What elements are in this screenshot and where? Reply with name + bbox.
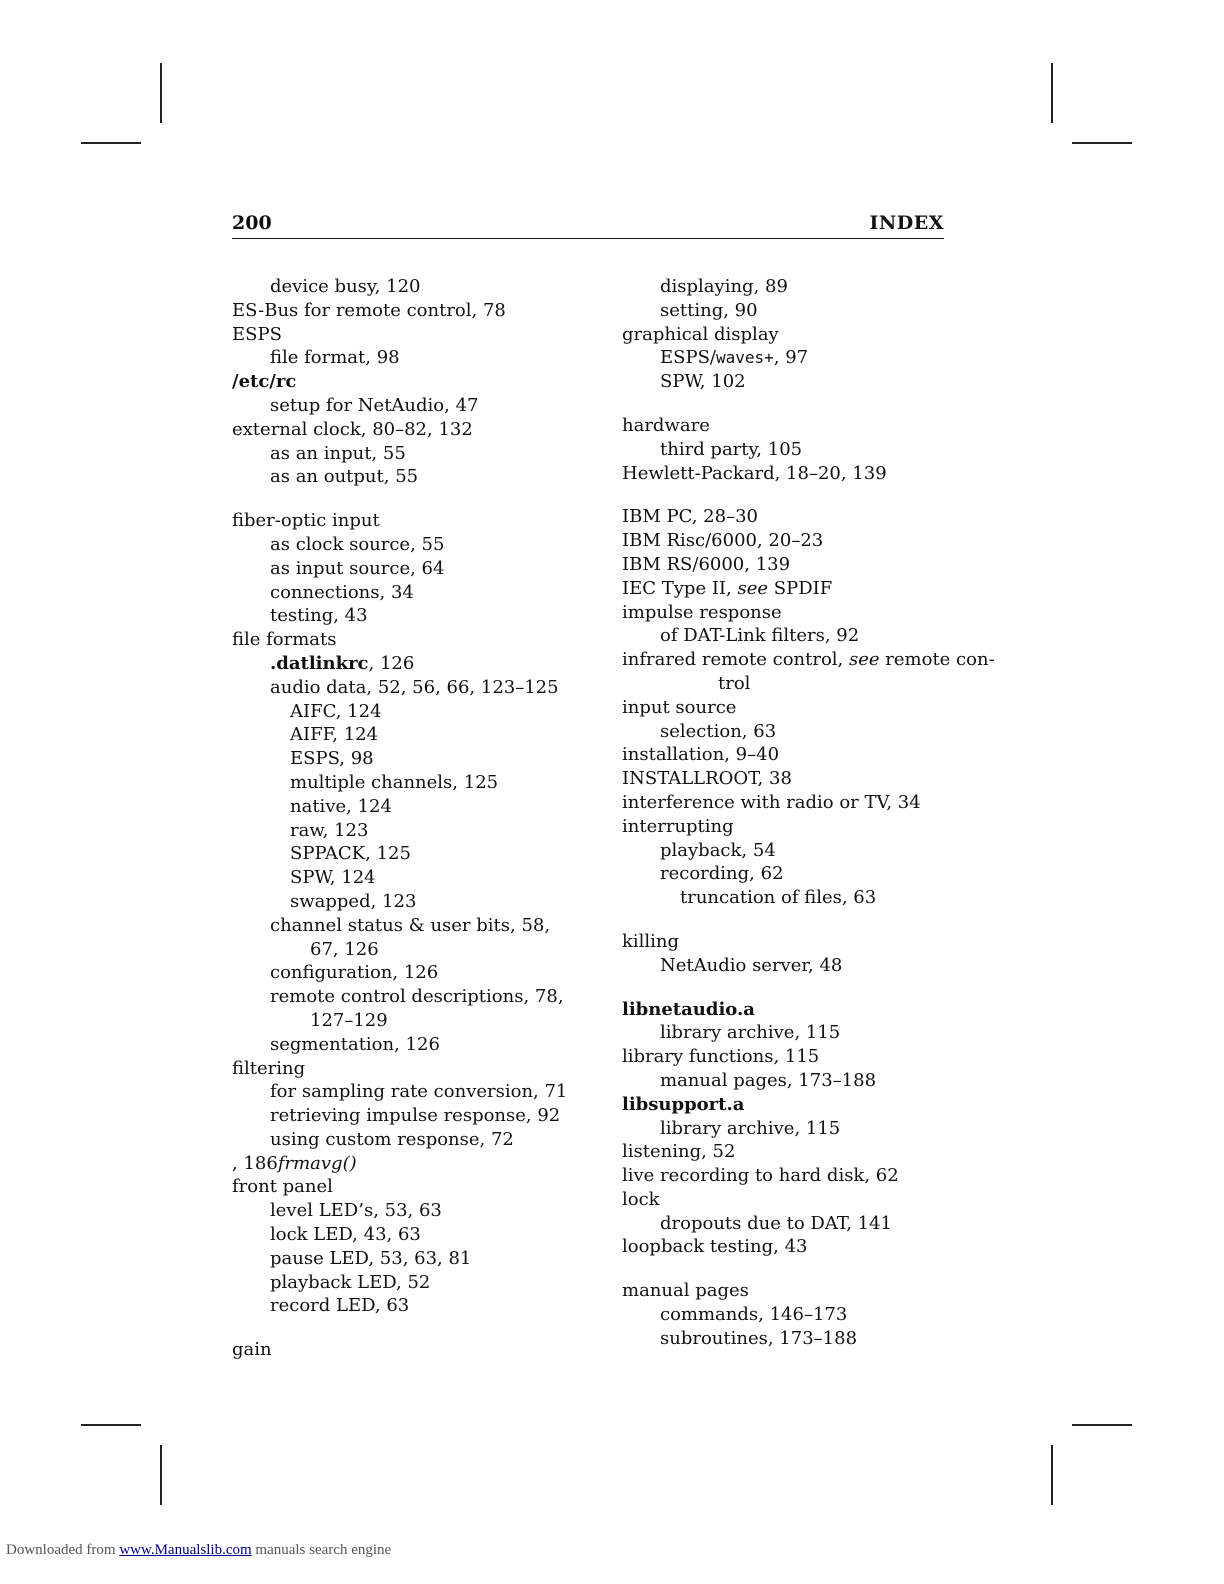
index-term-bold: .datlinkrc: [270, 652, 369, 674]
index-subentry: [232, 961, 562, 985]
index-text: multiple channels, 125: [290, 771, 499, 793]
index-text: remote control descriptions, 78,: [270, 986, 564, 1008]
index-group-gap: [622, 1259, 967, 1279]
index-text: file format, 98: [270, 347, 400, 369]
crop-mark: [1051, 1445, 1053, 1505]
index-entry: [622, 767, 967, 791]
index-text: IEC Type II,: [622, 577, 738, 599]
index-entry: [622, 1093, 967, 1117]
index-text: library archive, 115: [660, 1117, 841, 1139]
index-text: as an output, 55: [270, 466, 419, 488]
index-text: impulse response: [622, 601, 782, 623]
index-text: record LED, 63: [270, 1295, 410, 1317]
index-entry: [622, 1164, 967, 1188]
index-text: 67, 126: [310, 938, 379, 960]
index-text: selection, 63: [660, 720, 777, 742]
index-subentry: [622, 954, 967, 978]
index-text: , 186: [232, 1152, 278, 1174]
index-subentry: [232, 914, 562, 938]
index-text: level LED’s, 53, 63: [270, 1200, 442, 1222]
index-text: AIFF, 124: [290, 724, 379, 746]
index-entry: [622, 791, 967, 815]
index-text: of DAT-Link filters, 92: [660, 625, 860, 647]
index-column-right: [622, 275, 995, 1351]
index-text: device busy, 120: [270, 276, 421, 297]
download-footer: [6, 1542, 391, 1559]
index-subentry: [232, 1199, 562, 1223]
crop-mark: [81, 142, 141, 144]
index-text: connections, 34: [270, 581, 414, 603]
page-title: INDEX: [869, 212, 944, 234]
index-text: SPW, 124: [290, 867, 376, 889]
index-text: manual pages, 173–188: [660, 1069, 877, 1091]
index-term-italic: see: [737, 577, 769, 599]
index-text: setup for NetAudio, 47: [270, 394, 479, 416]
index-text: truncation of files, 63: [680, 887, 877, 909]
index-subentry: [622, 624, 967, 648]
index-subentry: [232, 533, 562, 557]
index-term-mono: waves+: [715, 348, 774, 368]
index-entry: [232, 1152, 562, 1176]
crop-mark: [1051, 63, 1053, 123]
index-group-gap: [232, 489, 562, 509]
index-subentry: [232, 938, 562, 962]
index-text: IBM RS/6000, 139: [622, 553, 791, 575]
index-entry: [622, 553, 967, 577]
index-entry: [622, 505, 967, 529]
crop-mark: [81, 1424, 141, 1426]
index-text: file formats: [232, 629, 337, 651]
index-text: third party, 105: [660, 438, 803, 460]
index-subentry: [232, 1009, 562, 1033]
index-entry: [622, 414, 967, 438]
index-subentry: [622, 370, 967, 394]
index-entry: [622, 1188, 967, 1212]
index-text: playback LED, 52: [270, 1271, 431, 1293]
index-entry: [622, 1140, 967, 1164]
crop-mark: [160, 1445, 162, 1505]
index-text: ESPS: [232, 323, 282, 345]
index-text: channel status & user bits, 58,: [270, 914, 551, 936]
index-subentry: [622, 1021, 967, 1045]
index-subentry: [232, 442, 562, 466]
index-entry: [232, 1057, 562, 1081]
index-subentry: [232, 771, 562, 795]
index-subentry: [232, 581, 562, 605]
index-subentry: [232, 842, 562, 866]
index-entry: [622, 577, 967, 601]
index-text: raw, 123: [290, 819, 369, 841]
index-subentry: [622, 1327, 967, 1351]
index-entry: [232, 1175, 562, 1199]
index-entry: [622, 696, 967, 720]
index-text: listening, 52: [622, 1141, 736, 1163]
index-text: INSTALLROOT, 38: [622, 768, 792, 790]
index-subentry: [622, 862, 967, 886]
index-text: filtering: [232, 1057, 306, 1079]
index-text: manual pages: [622, 1280, 749, 1302]
index-text: interrupting: [622, 815, 734, 837]
index-entry: [622, 529, 967, 553]
index-subentry: [232, 819, 562, 843]
index-text: playback, 54: [660, 839, 776, 861]
index-entry: [622, 930, 967, 954]
index-text: as clock source, 55: [270, 533, 445, 555]
index-text: killing: [622, 930, 680, 952]
index-subentry: [622, 1117, 967, 1141]
index-subentry: [622, 275, 967, 299]
index-text: dropouts due to DAT, 141: [660, 1212, 892, 1234]
index-text: using custom response, 72: [270, 1128, 514, 1150]
index-text: front panel: [232, 1176, 333, 1198]
index-subentry: [232, 985, 562, 1009]
index-entry: [232, 370, 562, 394]
index-text: IBM Risc/6000, 20–23: [622, 530, 824, 552]
index-text: audio data, 52, 56, 66, 123–125: [270, 676, 559, 698]
index-text: trol: [718, 672, 751, 694]
index-group-gap: [622, 910, 967, 930]
crop-mark: [160, 63, 162, 123]
index-entry: [622, 743, 967, 767]
index-subentry: [232, 1128, 562, 1152]
index-group-gap: [622, 394, 967, 414]
index-text: ES-Bus for remote control, 78: [232, 299, 506, 321]
footer-suffix: manuals search engine: [251, 1542, 392, 1558]
index-subentry: [232, 557, 562, 581]
index-subentry: [232, 275, 562, 299]
index-text: AIFC, 124: [290, 700, 382, 722]
index-term-bold: libnetaudio.a: [622, 998, 755, 1020]
index-text: external clock, 80–82, 132: [232, 418, 473, 440]
index-text: , 126: [368, 652, 415, 674]
index-text: as input source, 64: [270, 557, 445, 579]
index-subentry: [622, 299, 967, 323]
index-subentry: [622, 438, 967, 462]
index-text: SPPACK, 125: [290, 843, 411, 865]
index-text: ESPS, 98: [290, 748, 374, 770]
index-entry: [622, 1235, 967, 1259]
index-text: graphical display: [622, 323, 779, 345]
index-text: swapped, 123: [290, 890, 417, 912]
footer-prefix: Downloaded from: [6, 1542, 120, 1558]
index-entry: [622, 1045, 967, 1069]
index-text: 127–129: [310, 1009, 388, 1031]
index-column-left: [232, 275, 568, 1362]
index-text: commands, 146–173: [660, 1304, 848, 1326]
index-subentry: [232, 1247, 562, 1271]
index-subentry: [232, 700, 562, 724]
page-header: [232, 210, 944, 239]
index-term-italic: frmavg(): [277, 1152, 357, 1174]
index-subentry: [232, 465, 562, 489]
index-subentry: [232, 1104, 562, 1128]
index-text: NetAudio server, 48: [660, 954, 843, 976]
index-subentry: [622, 1069, 967, 1093]
index-subentry: [622, 1212, 967, 1236]
index-text: gain: [232, 1339, 272, 1361]
index-subentry: [232, 604, 562, 628]
index-term-italic: see: [849, 649, 880, 671]
index-text-after: , 97: [773, 347, 809, 369]
index-text: installation, 9–40: [622, 744, 780, 766]
index-entry: [622, 998, 967, 1022]
index-text: lock LED, 43, 63: [270, 1224, 421, 1246]
index-text: library archive, 115: [660, 1022, 841, 1044]
index-text: Hewlett-Packard, 18–20, 139: [622, 462, 887, 484]
index-text: input source: [622, 696, 737, 718]
index-entry: [622, 815, 967, 839]
crop-mark: [1072, 1424, 1132, 1426]
index-text: ESPS/: [660, 347, 716, 369]
index-text: displaying, 89: [660, 276, 788, 297]
index-text: configuration, 126: [270, 962, 439, 984]
index-text: as an input, 55: [270, 442, 406, 464]
index-text: hardware: [622, 414, 710, 436]
index-entry: [622, 601, 967, 625]
index-entry: [232, 628, 562, 652]
index-subentry: [622, 672, 967, 696]
index-subentry: [622, 839, 967, 863]
index-entry: [232, 323, 562, 347]
index-subentry: [232, 795, 562, 819]
index-text: segmentation, 126: [270, 1033, 440, 1055]
index-subentry: [622, 1303, 967, 1327]
index-text: testing, 43: [270, 605, 368, 627]
index-text: retrieving impulse response, 92: [270, 1105, 561, 1127]
index-text: subroutines, 173–188: [660, 1327, 858, 1349]
index-entry: [622, 323, 967, 347]
index-entry: [232, 418, 562, 442]
index-subentry: [232, 1223, 562, 1247]
index-text: native, 124: [290, 795, 392, 817]
index-subentry: [232, 394, 562, 418]
index-subentry: [622, 720, 967, 744]
index-text: lock: [622, 1188, 660, 1210]
index-text: SPW, 102: [660, 371, 746, 393]
index-subentry: [232, 747, 562, 771]
index-group-gap: [622, 485, 967, 505]
index-subentry: [232, 866, 562, 890]
index-subentry: [232, 676, 562, 700]
index-subentry: [232, 1033, 562, 1057]
index-subentry: [232, 1271, 562, 1295]
index-text: recording, 62: [660, 863, 784, 885]
index-text-after: remote con-: [879, 649, 995, 671]
index-entry: [622, 462, 967, 486]
index-entry: [232, 1338, 562, 1362]
index-group-gap: [622, 978, 967, 998]
index-entry: [622, 648, 995, 672]
index-text: loopback testing, 43: [622, 1236, 808, 1258]
index-text: setting, 90: [660, 299, 758, 321]
index-text: library functions, 115: [622, 1046, 820, 1068]
index-subentry: [232, 1080, 568, 1104]
index-entry: [232, 509, 562, 533]
index-entry: [622, 1279, 967, 1303]
index-text-after: SPDIF: [768, 577, 833, 599]
index-term-bold: libsupport.a: [622, 1093, 745, 1115]
index-subentry: [232, 1294, 562, 1318]
index-subentry: [232, 346, 562, 370]
index-text: pause LED, 53, 63, 81: [270, 1247, 472, 1269]
index-subentry: [622, 886, 967, 910]
index-text: fiber-optic input: [232, 510, 380, 532]
manualslib-link[interactable]: www.Manualslib.com: [119, 1542, 252, 1558]
index-term-bold: /etc/rc: [232, 371, 297, 393]
page-number: 200: [232, 212, 272, 234]
index-subentry: [232, 652, 562, 676]
index-group-gap: [232, 1318, 562, 1338]
index-text: for sampling rate conversion, 71: [270, 1081, 568, 1103]
index-text: infrared remote control,: [622, 649, 850, 671]
index-entry: [232, 299, 562, 323]
index-text: IBM PC, 28–30: [622, 506, 758, 528]
index-text: interference with radio or TV, 34: [622, 791, 921, 813]
index-subentry: [232, 890, 562, 914]
index-subentry: [622, 346, 967, 370]
index-subentry: [232, 723, 562, 747]
index-text: live recording to hard disk, 62: [622, 1165, 899, 1187]
crop-mark: [1072, 142, 1132, 144]
